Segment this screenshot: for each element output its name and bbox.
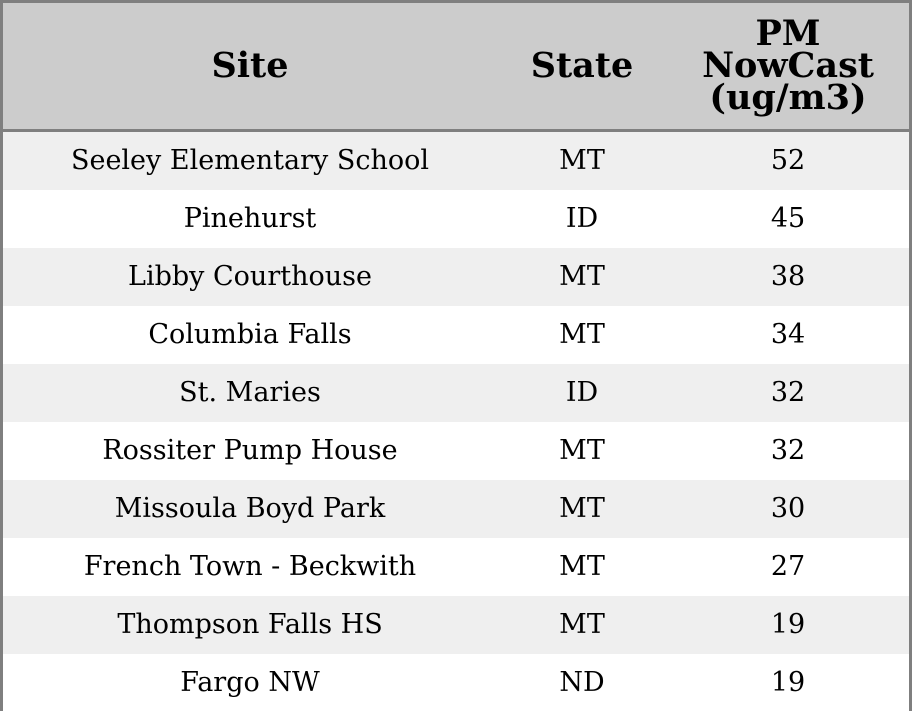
cell-site: Missoula Boyd Park — [114, 493, 386, 524]
table-row — [3, 538, 909, 596]
table-row — [3, 480, 909, 538]
cell-pm-nowcast: 52 — [770, 145, 806, 176]
cell-site: Fargo NW — [180, 667, 320, 698]
cell-pm-nowcast: 32 — [770, 435, 806, 466]
table-body — [3, 132, 909, 712]
header-pm-line-2: NowCast — [702, 45, 874, 86]
cell-site: Thompson Falls HS — [117, 609, 383, 640]
table-row — [3, 654, 909, 712]
cell-pm-nowcast: 30 — [770, 493, 806, 524]
header-pm-line-1: PM — [755, 13, 821, 54]
table-row — [3, 422, 909, 480]
cell-site: Pinehurst — [183, 203, 317, 234]
cell-state: ID — [565, 377, 599, 408]
table-row — [3, 190, 909, 248]
table-row — [3, 306, 909, 364]
cell-state: ID — [565, 203, 599, 234]
cell-pm-nowcast: 19 — [770, 609, 806, 640]
cell-state: MT — [559, 493, 605, 524]
header-state — [497, 3, 667, 129]
header-pm-line-3: (ug/m3) — [709, 77, 867, 118]
cell-site: Libby Courthouse — [128, 261, 372, 292]
table-row — [3, 132, 909, 190]
cell-pm-nowcast: 38 — [770, 261, 806, 292]
cell-site: Columbia Falls — [148, 319, 352, 350]
cell-pm-nowcast: 27 — [770, 551, 806, 582]
cell-site: St. Maries — [179, 377, 321, 408]
header-site-label: Site — [211, 45, 289, 86]
cell-state: MT — [559, 609, 605, 640]
cell-site: French Town - Beckwith — [83, 551, 417, 582]
cell-site: Seeley Elementary School — [70, 145, 430, 176]
table-row — [3, 248, 909, 306]
cell-pm-nowcast: 34 — [770, 319, 806, 350]
cell-site: Rossiter Pump House — [102, 435, 398, 466]
cell-pm-nowcast: 19 — [770, 667, 806, 698]
cell-pm-nowcast: 45 — [770, 203, 806, 234]
table-header — [3, 3, 909, 132]
table-row — [3, 596, 909, 654]
cell-state: MT — [559, 319, 605, 350]
header-state-label: State — [530, 45, 634, 86]
cell-state: MT — [559, 145, 605, 176]
cell-state: MT — [559, 261, 605, 292]
cell-pm-nowcast: 32 — [770, 377, 806, 408]
header-pm-nowcast — [667, 3, 909, 129]
cell-state: MT — [559, 551, 605, 582]
header-site — [3, 3, 497, 129]
table-row — [3, 364, 909, 422]
cell-state: ND — [559, 667, 605, 698]
cell-state: MT — [559, 435, 605, 466]
